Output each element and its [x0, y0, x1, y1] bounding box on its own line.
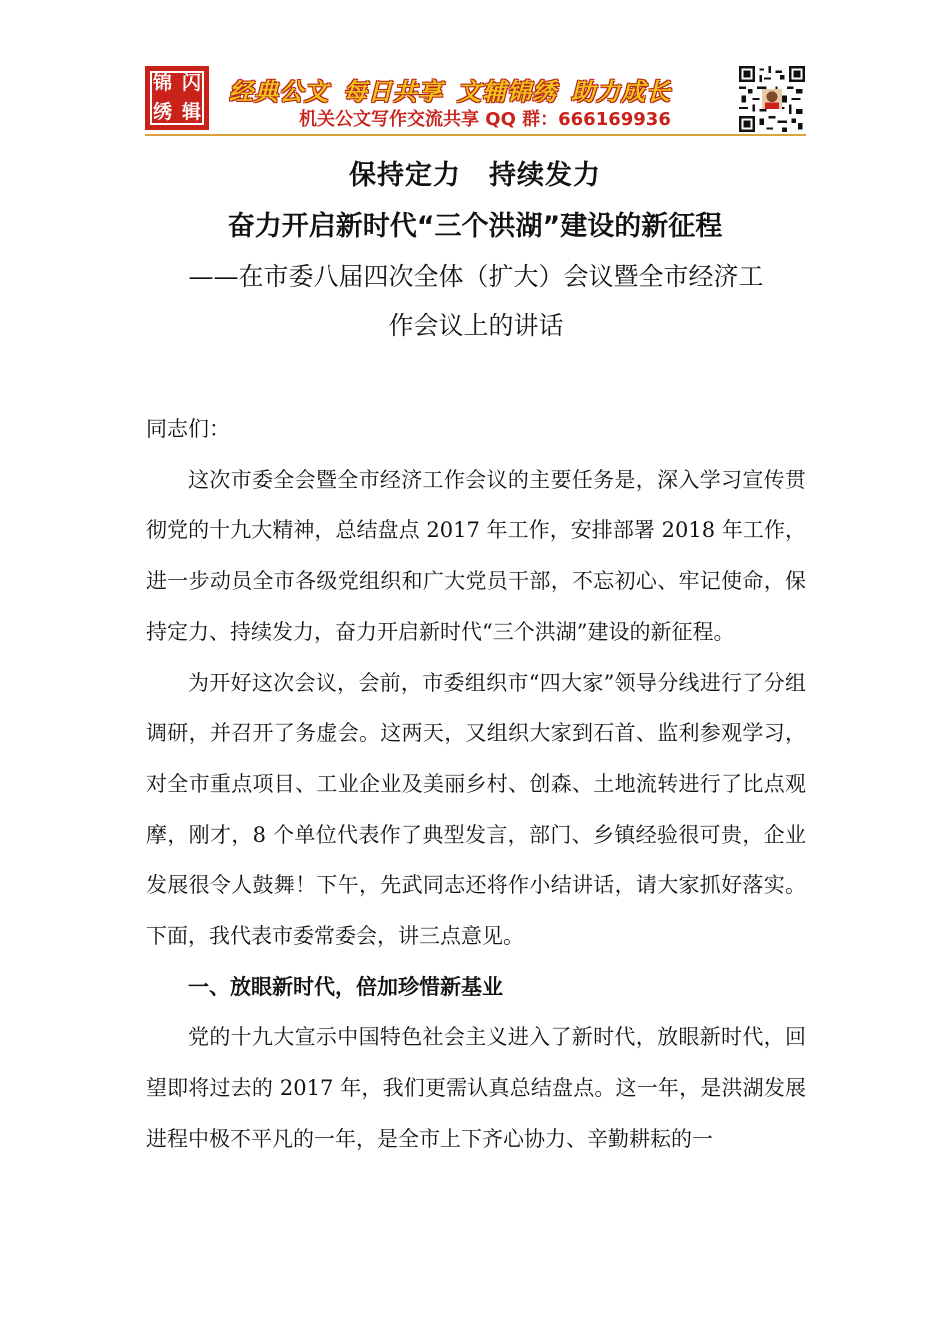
seal-logo	[145, 66, 209, 130]
speech-body	[146, 404, 806, 1165]
subtitle-line1: ——在市委八届四次全体（扩大）会议暨全市经济工	[188, 262, 764, 291]
seal-char: 闪	[181, 72, 201, 94]
seal-char: 绣	[152, 101, 172, 123]
title-phrase: 持续发力	[489, 160, 601, 191]
section-heading: 一、放眼新时代，倍加珍惜新基业	[188, 974, 503, 999]
header-slogan	[229, 72, 671, 107]
salutation: 同志们：	[146, 417, 230, 441]
slogan-phrase: 每日共享	[343, 78, 443, 106]
seal-char: 辑	[181, 101, 201, 123]
main-title-line2: 奋力开启新时代“三个洪湖”建设的新征程	[227, 211, 723, 242]
slogan-phrase: 经典公文	[229, 78, 329, 106]
body-paragraph: 为开好这次会议，会前，市委组织市“四大家”领导分线进行了分组调研，并召开了务虚会。这两天，又组织大家到石首、监利参观学习，对全市重点项目、工业企业及美丽乡村、创森、土地流转进行了比点观摩，刚才，8 个单位代表作了典型发言，部门、乡镇经验很可贵，企业发展很令人鼓舞！下午，先武同志还将作小结讲话，请大家抓好落实。下面，我代表市委常委会，讲三点意见。	[146, 670, 806, 949]
main-title-line1	[0, 153, 950, 192]
body-paragraph: 这次市委全会暨全市经济工作会议的主要任务是，深入学习宣传贯彻党的十九大精神，总结盘点 2017 年工作，安排部署 2018 年工作，进一步动员全市各级党组织和广大党员干部，不忘初心、牢记使命，保持定力、持续发力，奋力开启新时代“三个洪湖”建设的新征程。	[146, 467, 806, 644]
slogan-phrase: 助力成长	[571, 78, 671, 106]
seal-char: 锦	[152, 72, 172, 94]
subtitle-line2: 作会议上的讲话	[388, 311, 564, 340]
header-rule	[145, 134, 806, 136]
body-paragraph: 党的十九大宣示中国特色社会主义进入了新时代，放眼新时代，回望即将过去的 2017 年，我们更需认真总结盘点。这一年，是洪湖发展进程中极不平凡的一年，是全市上下齐心协力、辛勤耕耘的一	[146, 1025, 806, 1151]
qq-group-line: 机关公文写作交流共享 QQ 群：666169936	[299, 109, 671, 130]
title-phrase: 保持定力	[349, 160, 461, 191]
qr-code-icon	[739, 66, 805, 132]
header-banner	[0, 0, 950, 140]
slogan-phrase: 文辅锦绣	[457, 78, 557, 106]
